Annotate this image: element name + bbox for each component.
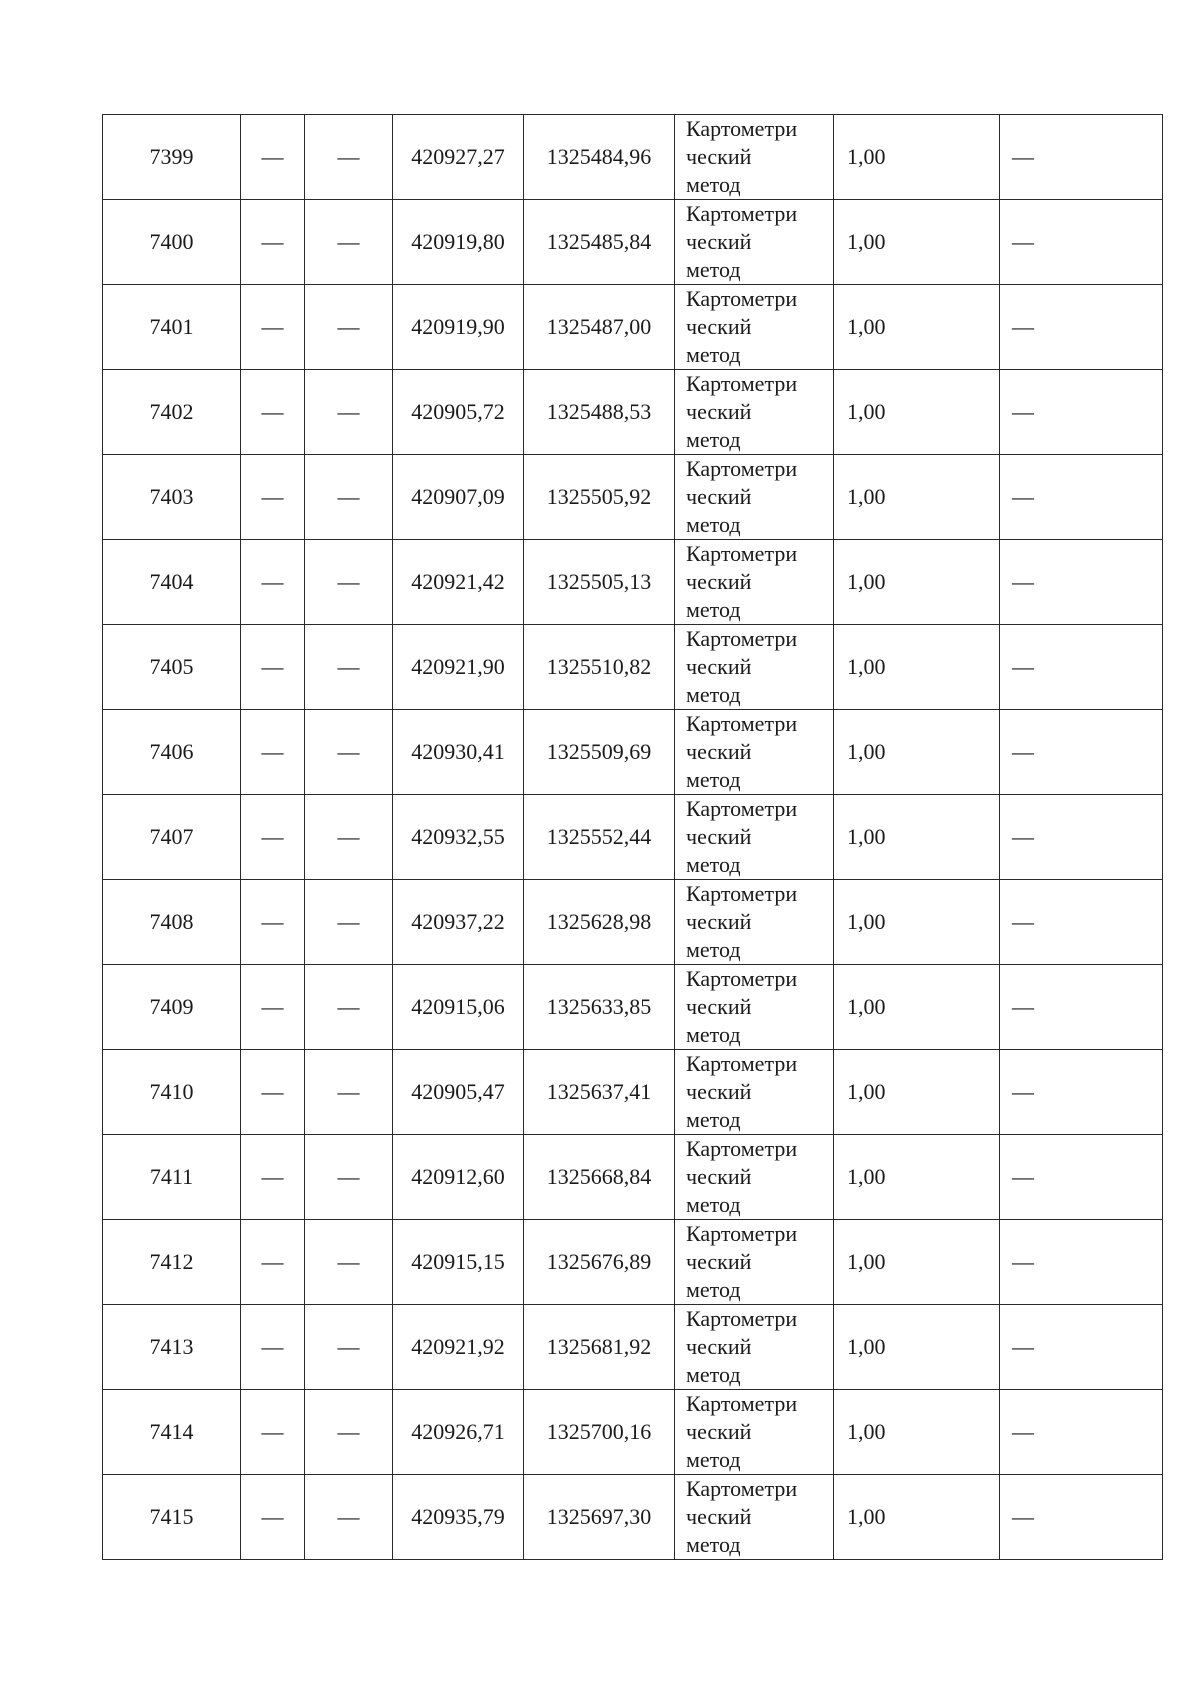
accuracy-cell: 1,00	[834, 965, 1000, 1050]
empty-value-cell: —	[305, 880, 393, 965]
empty-value-cell: —	[241, 880, 305, 965]
x-coordinate-cell: 420919,90	[393, 285, 524, 370]
table-row	[103, 115, 1163, 200]
method-text-line: Картометри	[686, 626, 798, 651]
method-text-line: ческий	[686, 229, 752, 254]
point-number-cell: 7413	[103, 1305, 241, 1390]
empty-value-cell: —	[241, 455, 305, 540]
table-row	[103, 1050, 1163, 1135]
table-row	[103, 200, 1163, 285]
y-coordinate-cell: 1325484,96	[524, 115, 675, 200]
empty-value-cell: —	[1000, 625, 1163, 710]
empty-value-cell: —	[305, 285, 393, 370]
table-row	[103, 1475, 1163, 1560]
empty-value-cell: —	[1000, 1305, 1163, 1390]
method-text-line: метод	[686, 427, 741, 452]
accuracy-cell: 1,00	[834, 285, 1000, 370]
method-text-line: метод	[686, 512, 741, 537]
point-number-cell: 7400	[103, 200, 241, 285]
table-row	[103, 625, 1163, 710]
point-number-cell: 7405	[103, 625, 241, 710]
method-cell	[675, 285, 834, 370]
method-text-line: метод	[686, 1447, 741, 1472]
point-number-cell: 7412	[103, 1220, 241, 1305]
empty-value-cell: —	[305, 795, 393, 880]
method-cell	[675, 880, 834, 965]
empty-value-cell: —	[305, 1220, 393, 1305]
x-coordinate-cell: 420926,71	[393, 1390, 524, 1475]
method-cell	[675, 540, 834, 625]
empty-value-cell: —	[305, 1475, 393, 1560]
table-row	[103, 1305, 1163, 1390]
empty-value-cell: —	[241, 1305, 305, 1390]
y-coordinate-cell: 1325697,30	[524, 1475, 675, 1560]
table-row	[103, 1390, 1163, 1475]
empty-value-cell: —	[305, 710, 393, 795]
method-text-line: ческий	[686, 144, 752, 169]
method-text-line: ческий	[686, 1334, 752, 1359]
method-text-line: ческий	[686, 994, 752, 1019]
method-text-line: ческий	[686, 1249, 752, 1274]
empty-value-cell: —	[1000, 710, 1163, 795]
y-coordinate-cell: 1325633,85	[524, 965, 675, 1050]
empty-value-cell: —	[1000, 1390, 1163, 1475]
method-cell	[675, 1390, 834, 1475]
x-coordinate-cell: 420915,15	[393, 1220, 524, 1305]
x-coordinate-cell: 420937,22	[393, 880, 524, 965]
empty-value-cell: —	[305, 1390, 393, 1475]
empty-value-cell: —	[305, 1050, 393, 1135]
empty-value-cell: —	[241, 795, 305, 880]
method-cell	[675, 1135, 834, 1220]
method-text-line: Картометри	[686, 456, 798, 481]
coordinates-table	[102, 114, 1163, 1560]
empty-value-cell: —	[241, 1220, 305, 1305]
method-cell	[675, 795, 834, 880]
method-text-line: ческий	[686, 654, 752, 679]
method-text-line: Картометри	[686, 1051, 798, 1076]
point-number-cell: 7410	[103, 1050, 241, 1135]
y-coordinate-cell: 1325505,13	[524, 540, 675, 625]
y-coordinate-cell: 1325509,69	[524, 710, 675, 795]
table-row	[103, 285, 1163, 370]
method-text-line: ческий	[686, 1164, 752, 1189]
method-text-line: метод	[686, 937, 741, 962]
method-text-line: ческий	[686, 484, 752, 509]
method-text-line: Картометри	[686, 1391, 798, 1416]
method-text-line: метод	[686, 767, 741, 792]
empty-value-cell: —	[305, 540, 393, 625]
y-coordinate-cell: 1325488,53	[524, 370, 675, 455]
x-coordinate-cell: 420921,92	[393, 1305, 524, 1390]
x-coordinate-cell: 420912,60	[393, 1135, 524, 1220]
method-text-line: ческий	[686, 1079, 752, 1104]
empty-value-cell: —	[1000, 540, 1163, 625]
table-row	[103, 540, 1163, 625]
accuracy-cell: 1,00	[834, 455, 1000, 540]
accuracy-cell: 1,00	[834, 1305, 1000, 1390]
accuracy-cell: 1,00	[834, 1220, 1000, 1305]
y-coordinate-cell: 1325637,41	[524, 1050, 675, 1135]
point-number-cell: 7403	[103, 455, 241, 540]
method-text-line: ческий	[686, 739, 752, 764]
empty-value-cell: —	[241, 200, 305, 285]
method-cell	[675, 625, 834, 710]
accuracy-cell: 1,00	[834, 625, 1000, 710]
method-text-line: метод	[686, 1022, 741, 1047]
table-row	[103, 795, 1163, 880]
method-cell	[675, 1220, 834, 1305]
method-text-line: метод	[686, 1277, 741, 1302]
method-text-line: Картометри	[686, 881, 798, 906]
x-coordinate-cell: 420935,79	[393, 1475, 524, 1560]
empty-value-cell: —	[241, 370, 305, 455]
method-text-line: метод	[686, 1192, 741, 1217]
x-coordinate-cell: 420915,06	[393, 965, 524, 1050]
x-coordinate-cell: 420919,80	[393, 200, 524, 285]
accuracy-cell: 1,00	[834, 540, 1000, 625]
accuracy-cell: 1,00	[834, 1475, 1000, 1560]
table-body	[103, 115, 1163, 1560]
y-coordinate-cell: 1325552,44	[524, 795, 675, 880]
point-number-cell: 7399	[103, 115, 241, 200]
method-text-line: Картометри	[686, 116, 798, 141]
y-coordinate-cell: 1325628,98	[524, 880, 675, 965]
x-coordinate-cell: 420905,72	[393, 370, 524, 455]
y-coordinate-cell: 1325485,84	[524, 200, 675, 285]
empty-value-cell: —	[305, 370, 393, 455]
empty-value-cell: —	[1000, 370, 1163, 455]
method-text-line: метод	[686, 342, 741, 367]
empty-value-cell: —	[241, 1475, 305, 1560]
method-cell	[675, 1305, 834, 1390]
method-cell	[675, 1050, 834, 1135]
y-coordinate-cell: 1325510,82	[524, 625, 675, 710]
method-cell	[675, 370, 834, 455]
empty-value-cell: —	[241, 285, 305, 370]
empty-value-cell: —	[1000, 200, 1163, 285]
empty-value-cell: —	[1000, 1475, 1163, 1560]
point-number-cell: 7402	[103, 370, 241, 455]
accuracy-cell: 1,00	[834, 370, 1000, 455]
empty-value-cell: —	[305, 1305, 393, 1390]
empty-value-cell: —	[305, 1135, 393, 1220]
method-text-line: ческий	[686, 909, 752, 934]
point-number-cell: 7401	[103, 285, 241, 370]
table-row	[103, 965, 1163, 1050]
x-coordinate-cell: 420907,09	[393, 455, 524, 540]
method-text-line: ческий	[686, 399, 752, 424]
method-text-line: ческий	[686, 824, 752, 849]
empty-value-cell: —	[1000, 115, 1163, 200]
empty-value-cell: —	[1000, 1135, 1163, 1220]
accuracy-cell: 1,00	[834, 1135, 1000, 1220]
table-row	[103, 880, 1163, 965]
empty-value-cell: —	[305, 965, 393, 1050]
point-number-cell: 7406	[103, 710, 241, 795]
accuracy-cell: 1,00	[834, 115, 1000, 200]
method-text-line: метод	[686, 597, 741, 622]
method-cell	[675, 115, 834, 200]
point-number-cell: 7407	[103, 795, 241, 880]
y-coordinate-cell: 1325505,92	[524, 455, 675, 540]
x-coordinate-cell: 420921,42	[393, 540, 524, 625]
y-coordinate-cell: 1325676,89	[524, 1220, 675, 1305]
empty-value-cell: —	[241, 965, 305, 1050]
method-cell	[675, 710, 834, 795]
empty-value-cell: —	[241, 115, 305, 200]
table-row	[103, 710, 1163, 795]
y-coordinate-cell: 1325668,84	[524, 1135, 675, 1220]
method-cell	[675, 200, 834, 285]
method-text-line: Картометри	[686, 1476, 798, 1501]
empty-value-cell: —	[1000, 285, 1163, 370]
method-text-line: Картометри	[686, 1221, 798, 1246]
x-coordinate-cell: 420932,55	[393, 795, 524, 880]
method-text-line: ческий	[686, 1504, 752, 1529]
point-number-cell: 7404	[103, 540, 241, 625]
y-coordinate-cell: 1325681,92	[524, 1305, 675, 1390]
empty-value-cell: —	[1000, 1050, 1163, 1135]
method-text-line: Картометри	[686, 541, 798, 566]
empty-value-cell: —	[241, 1135, 305, 1220]
accuracy-cell: 1,00	[834, 795, 1000, 880]
empty-value-cell: —	[1000, 795, 1163, 880]
empty-value-cell: —	[241, 1390, 305, 1475]
empty-value-cell: —	[305, 625, 393, 710]
method-text-line: Картометри	[686, 1136, 798, 1161]
accuracy-cell: 1,00	[834, 1050, 1000, 1135]
empty-value-cell: —	[241, 1050, 305, 1135]
empty-value-cell: —	[241, 625, 305, 710]
method-text-line: метод	[686, 172, 741, 197]
method-text-line: метод	[686, 1532, 741, 1557]
point-number-cell: 7411	[103, 1135, 241, 1220]
table-row	[103, 1135, 1163, 1220]
empty-value-cell: —	[1000, 880, 1163, 965]
accuracy-cell: 1,00	[834, 880, 1000, 965]
method-text-line: метод	[686, 1362, 741, 1387]
method-text-line: Картометри	[686, 201, 798, 226]
empty-value-cell: —	[1000, 1220, 1163, 1305]
x-coordinate-cell: 420927,27	[393, 115, 524, 200]
point-number-cell: 7414	[103, 1390, 241, 1475]
empty-value-cell: —	[305, 200, 393, 285]
table-row	[103, 455, 1163, 540]
point-number-cell: 7415	[103, 1475, 241, 1560]
empty-value-cell: —	[305, 115, 393, 200]
method-text-line: метод	[686, 852, 741, 877]
method-text-line: метод	[686, 257, 741, 282]
empty-value-cell: —	[241, 710, 305, 795]
method-text-line: ческий	[686, 1419, 752, 1444]
empty-value-cell: —	[1000, 455, 1163, 540]
accuracy-cell: 1,00	[834, 200, 1000, 285]
x-coordinate-cell: 420905,47	[393, 1050, 524, 1135]
method-text-line: Картометри	[686, 966, 798, 991]
method-text-line: Картометри	[686, 1306, 798, 1331]
point-number-cell: 7408	[103, 880, 241, 965]
accuracy-cell: 1,00	[834, 1390, 1000, 1475]
empty-value-cell: —	[305, 455, 393, 540]
table-row	[103, 370, 1163, 455]
method-cell	[675, 1475, 834, 1560]
y-coordinate-cell: 1325700,16	[524, 1390, 675, 1475]
table-row	[103, 1220, 1163, 1305]
empty-value-cell: —	[1000, 965, 1163, 1050]
x-coordinate-cell: 420921,90	[393, 625, 524, 710]
x-coordinate-cell: 420930,41	[393, 710, 524, 795]
method-text-line: Картометри	[686, 286, 798, 311]
method-text-line: Картометри	[686, 796, 798, 821]
point-number-cell: 7409	[103, 965, 241, 1050]
empty-value-cell: —	[241, 540, 305, 625]
method-text-line: метод	[686, 682, 741, 707]
method-text-line: ческий	[686, 314, 752, 339]
method-text-line: метод	[686, 1107, 741, 1132]
method-text-line: Картометри	[686, 371, 798, 396]
method-cell	[675, 965, 834, 1050]
method-text-line: ческий	[686, 569, 752, 594]
y-coordinate-cell: 1325487,00	[524, 285, 675, 370]
method-text-line: Картометри	[686, 711, 798, 736]
method-cell	[675, 455, 834, 540]
accuracy-cell: 1,00	[834, 710, 1000, 795]
